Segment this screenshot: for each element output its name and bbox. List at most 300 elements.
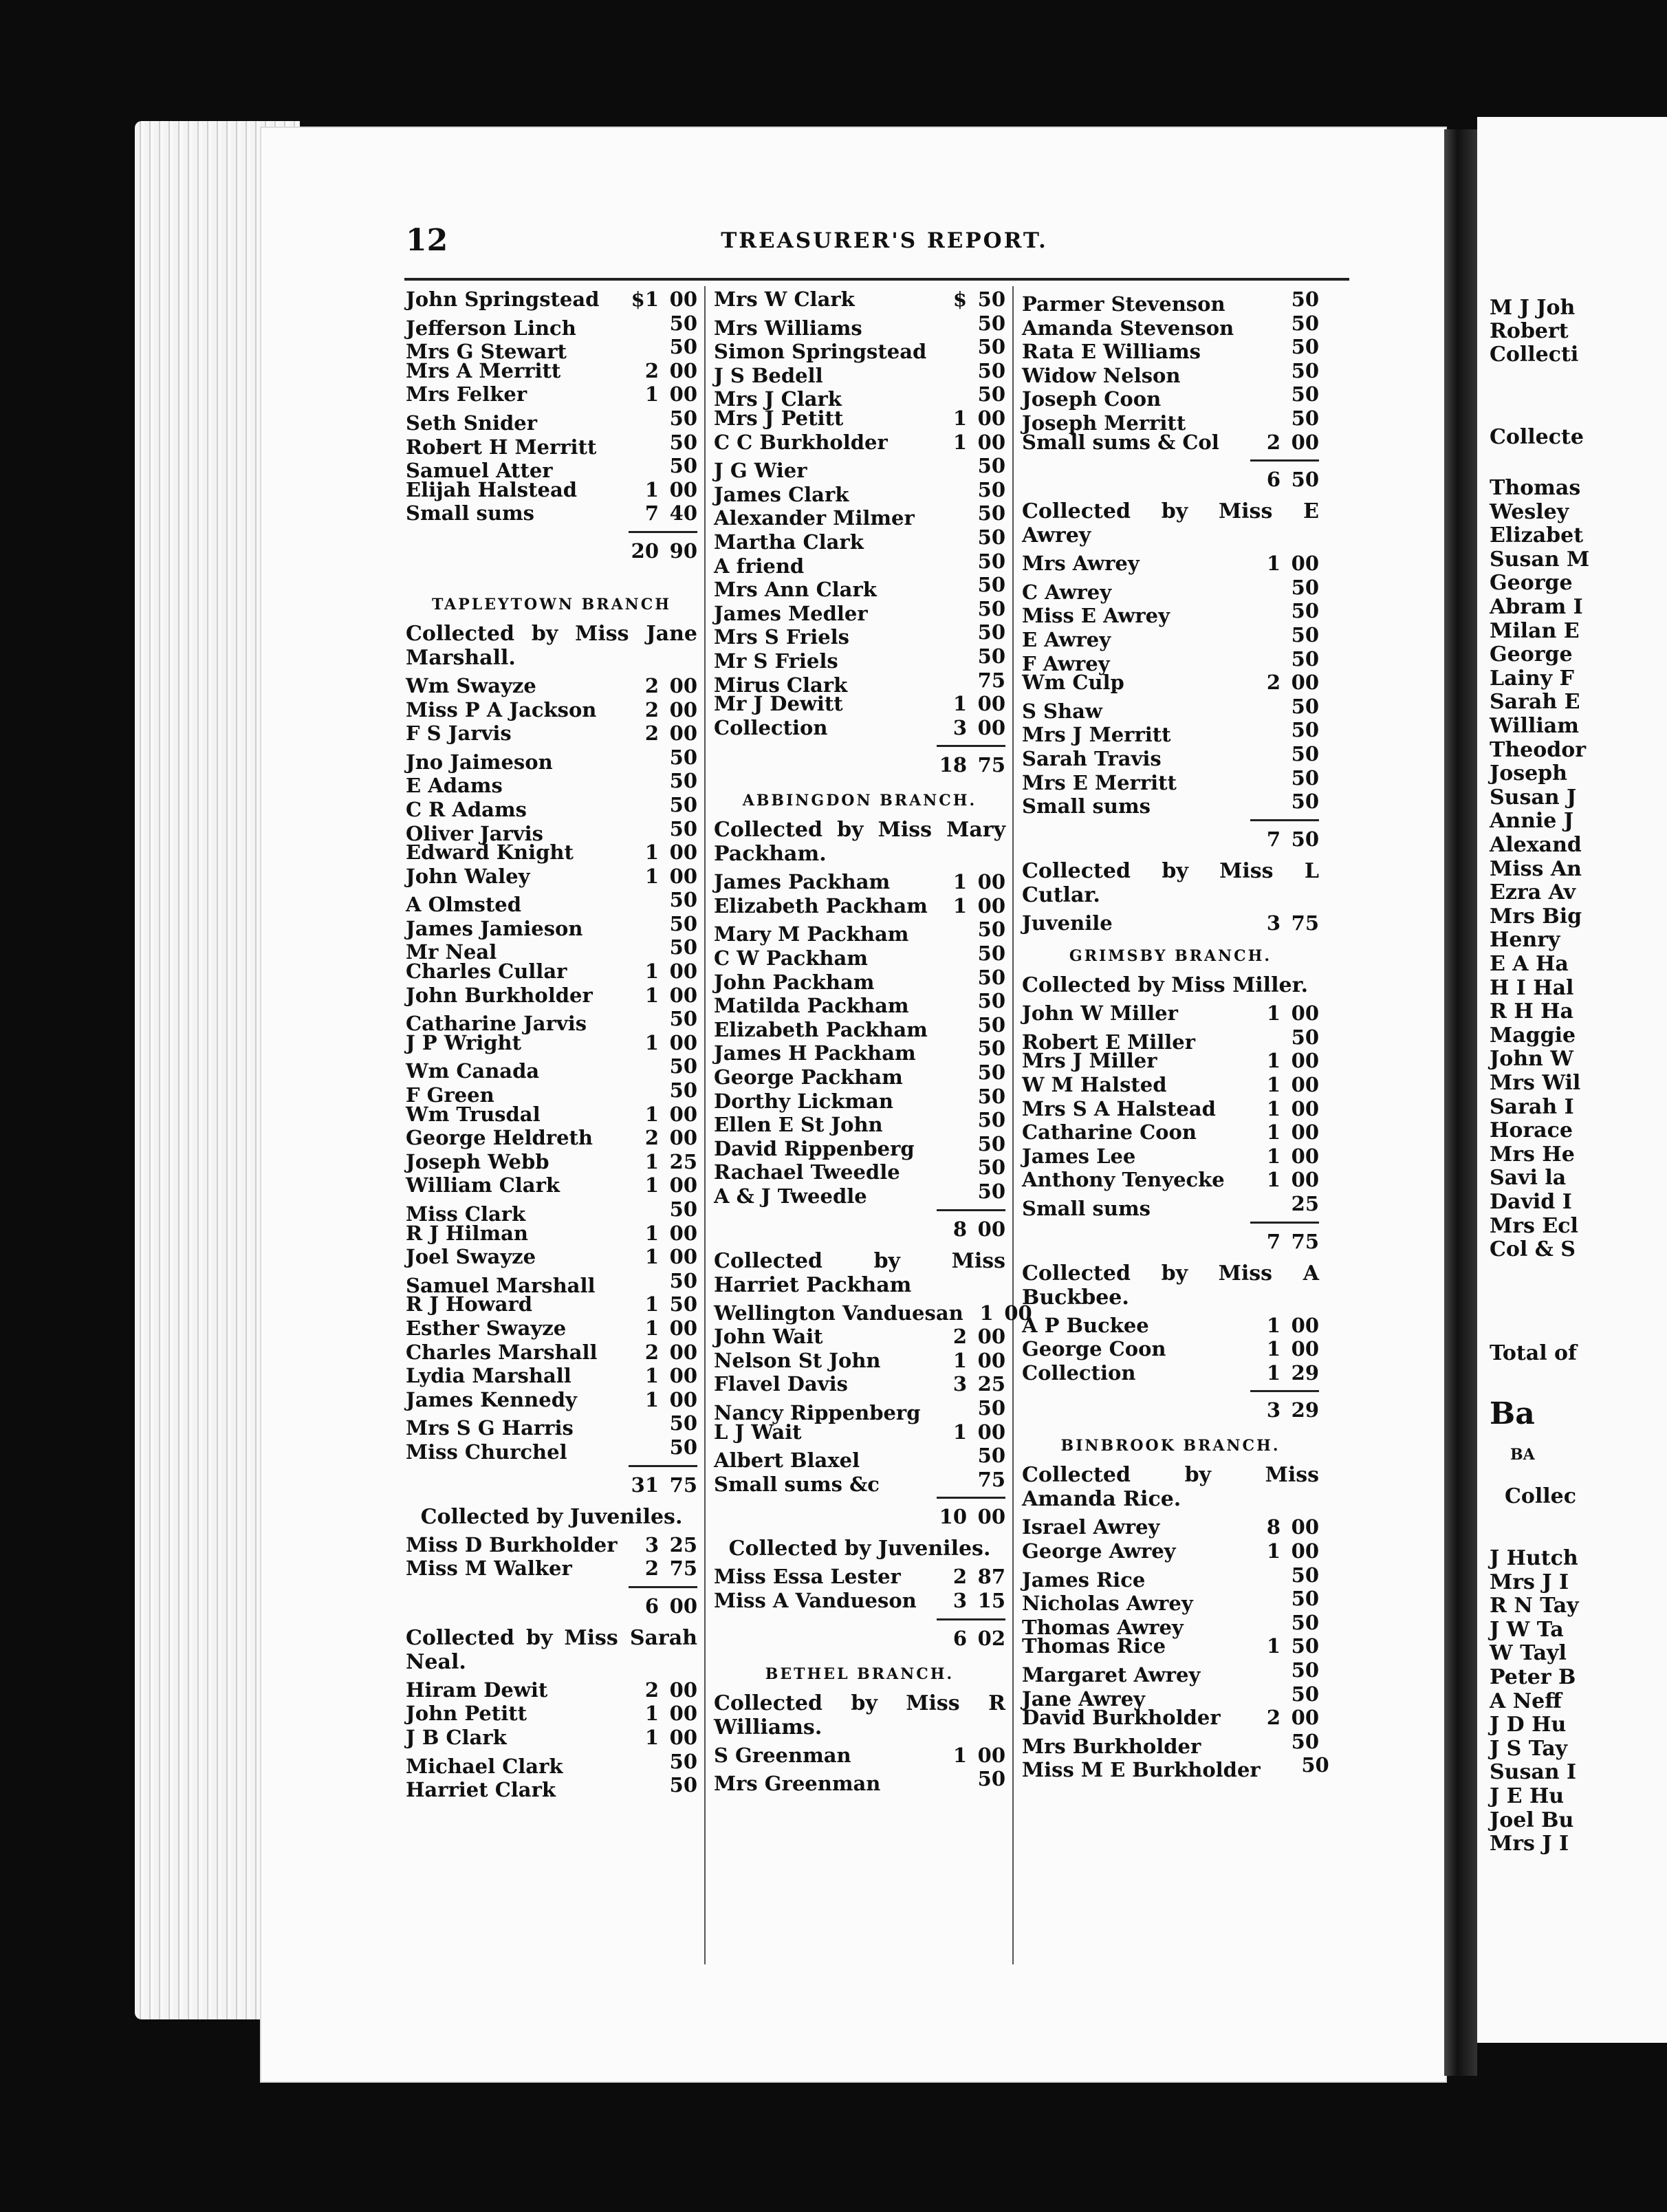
donation-amount (1243, 1515, 1319, 1539)
donor-row (1022, 1634, 1319, 1658)
right-page-name: Theodor (1490, 737, 1587, 762)
donor-name: James H Packham (714, 1041, 916, 1065)
donor-name: James Rice (1022, 1568, 1146, 1592)
amount-cents: 50 (977, 358, 1005, 382)
donor-name: Miss M E Burkholder (1022, 1758, 1261, 1782)
donor-name: Dorthy Lickman (714, 1089, 893, 1113)
amount-dollars (629, 312, 659, 335)
donation-amount (930, 550, 1005, 573)
amount-cents: 00 (669, 1221, 697, 1245)
amount-dollars: 1 (644, 1364, 659, 1388)
amount-dollars (937, 478, 967, 501)
amount-cents: 50 (1301, 1753, 1329, 1777)
amount-dollars (937, 597, 967, 620)
amount-cents: 25 (669, 1532, 697, 1557)
amount-dollars (629, 1007, 659, 1030)
right-page-name: Annie J (1490, 809, 1574, 834)
donor-name: Miss M Walker (406, 1557, 572, 1581)
amount-cents: 50 (977, 311, 1005, 335)
right-page-name: W Tayl (1490, 1641, 1567, 1666)
donor-name: A Olmsted (406, 893, 522, 917)
amount-cents: 50 (1291, 1563, 1319, 1587)
amount-dollars: 1 (644, 864, 659, 888)
amount-dollars (629, 1435, 659, 1459)
donation-amount (1243, 1145, 1319, 1168)
donation-amount (1243, 766, 1319, 790)
donation-amount (930, 382, 1005, 406)
donor-name: Matilda Packham (714, 994, 909, 1018)
amount-cents: 50 (669, 888, 697, 912)
amount-cents: 00 (1291, 1337, 1319, 1361)
donor-row (406, 1557, 697, 1581)
donor-name: Robert H Merritt (406, 435, 597, 459)
donor-name: Catharine Coon (1022, 1120, 1197, 1145)
donor-name: Miss Essa Lester (714, 1565, 901, 1589)
amount-dollars (1250, 576, 1281, 599)
amount-cents: 50 (669, 406, 697, 430)
amount-dollars: 1 (644, 1316, 659, 1340)
amount-cents: 50 (1291, 335, 1319, 359)
amount-cents: 50 (1291, 741, 1319, 766)
amount-dollars (1250, 382, 1281, 406)
donor-row (714, 1325, 1005, 1349)
amount-dollars (1250, 359, 1281, 382)
branch-heading-tapleytown: TAPLEYTOWN BRANCH (431, 595, 672, 614)
donor-name: Mrs S A Halstead (1022, 1096, 1216, 1120)
branch-heading-grimsby: GRIMSBY BRANCH. (1069, 947, 1272, 966)
donor-name: Mrs A Merritt (406, 358, 561, 382)
amount-dollars (629, 935, 659, 959)
amount-cents: 00 (669, 288, 697, 311)
donor-row (406, 1150, 697, 1174)
amount-dollars (937, 644, 967, 668)
donor-name: Wm Trusdal (406, 1102, 541, 1126)
donation-amount (1243, 1539, 1319, 1563)
amount-cents: 50 (669, 1292, 697, 1316)
donor-name: Charles Marshall (406, 1340, 598, 1364)
amount-dollars: 1 (1266, 1073, 1281, 1097)
amount-cents: 50 (669, 816, 697, 841)
amount-cents: 29 (1291, 1360, 1319, 1385)
amount-cents: 50 (977, 335, 1005, 359)
donor-name: C C Burkholder (714, 430, 888, 454)
donor-name: James Clark (714, 482, 849, 506)
donor-name: John Packham (714, 970, 875, 994)
donation-amount (1243, 1658, 1319, 1682)
donor-name: Miss E Awrey (1022, 604, 1170, 628)
amount-dollars (937, 573, 967, 596)
amount-cents: 00 (669, 382, 697, 406)
donation-amount (930, 620, 1005, 644)
donor-row (714, 431, 1005, 455)
amount-dollars (1250, 623, 1281, 647)
amount-dollars: 1 (644, 841, 659, 865)
right-page-name: John W (1490, 1047, 1573, 1072)
donation-amount (930, 692, 1005, 715)
amount-cents: 50 (669, 1435, 697, 1459)
donation-amount (622, 817, 697, 841)
donation-amount (622, 1726, 697, 1749)
donor-row (1022, 1025, 1319, 1054)
right-page-name: George (1490, 571, 1573, 596)
amount-dollars (629, 1054, 659, 1078)
donor-row (714, 1744, 1005, 1768)
amount-dollars: 1 (644, 1387, 659, 1411)
amount-cents: 50 (669, 792, 697, 816)
amount-cents: 00 (669, 1387, 697, 1411)
donor-row (406, 1245, 697, 1269)
donation-amount (622, 478, 697, 501)
donation-amount (930, 501, 1005, 525)
donor-name: Alexander Milmer (714, 506, 915, 530)
collector-heading: Collected by Miss Amanda Rice. (1022, 1463, 1319, 1512)
donor-row (1022, 1097, 1319, 1121)
amount-dollars: 1 (952, 1420, 967, 1444)
subtotal: 31 75 (406, 1460, 697, 1499)
donor-name: Small sums (406, 501, 534, 525)
right-page-fragment (1477, 117, 1667, 2043)
donation-amount (622, 1388, 697, 1411)
branch-heading-abingdon: ABBINGDON BRANCH. (742, 792, 977, 810)
donation-amount (622, 1103, 697, 1126)
donor-row (1022, 694, 1319, 723)
amount-dollars: 1 (644, 477, 659, 501)
right-page-line: M J Joh (1490, 296, 1576, 320)
donation-amount (1243, 335, 1319, 358)
donation-amount (622, 912, 697, 935)
amount-dollars: 1 (1266, 1634, 1281, 1658)
donor-name: James Medler (714, 601, 868, 625)
amount-cents: 50 (1291, 1682, 1319, 1706)
donation-amount (622, 1173, 697, 1197)
donation-amount (1243, 1026, 1319, 1049)
amount-dollars: 1 (644, 1030, 659, 1054)
amount-dollars: 2 (644, 1557, 659, 1581)
right-page-name: Elizabet (1490, 523, 1584, 548)
donor-row (1022, 1120, 1319, 1145)
donor-row (1022, 1192, 1319, 1221)
amount-cents: 50 (669, 1007, 697, 1031)
donor-name: Mrs J Miller (1022, 1049, 1157, 1073)
donation-amount (622, 1750, 697, 1773)
amount-dollars (937, 359, 967, 382)
amount-cents: 00 (669, 959, 697, 984)
donation-amount (622, 1364, 697, 1387)
donor-row (714, 454, 1005, 483)
amount-dollars (937, 550, 967, 573)
right-page-name: Milan E (1490, 618, 1580, 643)
amount-cents: 50 (669, 335, 697, 359)
amount-dollars: 7 (644, 501, 659, 525)
amount-dollars: 2 (952, 1325, 967, 1349)
donor-row (406, 1054, 697, 1083)
amount-dollars (629, 1411, 659, 1435)
amount-cents: 00 (1291, 1096, 1319, 1120)
donor-row (1022, 1563, 1319, 1592)
donation-amount (930, 478, 1005, 501)
donor-name: R J Howard (406, 1292, 533, 1316)
amount-dollars (937, 1180, 967, 1203)
donor-name: Mr Neal (406, 940, 497, 964)
amount-cents: 50 (977, 644, 1005, 668)
right-page-name: E A Ha (1490, 952, 1569, 976)
donation-amount (622, 1007, 697, 1030)
donation-amount (622, 865, 697, 888)
branch-heading-bethel: BETHEL BRANCH. (765, 1665, 955, 1683)
donor-name: Margaret Awrey (1022, 1662, 1201, 1687)
donor-name: E Awrey (1022, 627, 1111, 651)
donor-name: C Awrey (1022, 580, 1112, 604)
donor-name: R J Hilman (406, 1221, 529, 1245)
donation-amount (1243, 695, 1319, 718)
donation-amount (1243, 911, 1319, 935)
donor-row (1022, 1361, 1319, 1385)
donor-name: F Awrey (1022, 651, 1110, 675)
donation-amount (1243, 1314, 1319, 1337)
amount-cents: 00 (1291, 1001, 1319, 1026)
right-page-name: Peter B (1490, 1665, 1576, 1689)
amount-dollars (937, 382, 967, 406)
amount-cents: 50 (1291, 382, 1319, 406)
donation-amount (1243, 599, 1319, 622)
amount-cents: 00 (669, 1678, 697, 1702)
amount-dollars (629, 1078, 659, 1102)
amount-cents: 50 (1291, 311, 1319, 335)
amount-cents: 50 (977, 1180, 1005, 1203)
amount-dollars: 1 (644, 1149, 659, 1173)
donation-amount (622, 1222, 697, 1245)
donation-amount (1243, 1634, 1319, 1658)
donor-name: Oliver Jarvis (406, 821, 543, 845)
donor-name: Elizabeth Packham (714, 893, 928, 918)
amount-cents: 50 (1291, 790, 1319, 814)
donor-row (406, 288, 697, 312)
donation-amount (1243, 1563, 1319, 1587)
amount-dollars: 1 (1266, 552, 1281, 576)
donation-amount (930, 525, 1005, 549)
amount-dollars: 1 (952, 430, 967, 454)
amount-dollars: 1 (1266, 1313, 1281, 1337)
amount-dollars (1250, 647, 1281, 671)
donor-name: Harriet Clark (406, 1778, 556, 1802)
donor-name: Small sums &c (714, 1472, 880, 1496)
donor-name: Mrs Ann Clark (714, 578, 877, 602)
right-page-name: Abram I (1490, 595, 1583, 619)
right-page-heading: Ba (1490, 1396, 1535, 1431)
amount-cents: 75 (1291, 911, 1319, 935)
donation-amount (1243, 1587, 1319, 1610)
amount-dollars (1250, 288, 1281, 311)
amount-dollars: 3 (644, 1532, 659, 1557)
donation-amount (1243, 718, 1319, 741)
amount-dollars: 2 (644, 722, 659, 746)
amount-dollars: 1 (952, 1743, 967, 1767)
right-page-line: Collecti (1490, 343, 1579, 367)
donor-row (1022, 575, 1319, 604)
amount-dollars (1250, 335, 1281, 358)
amount-cents: 00 (977, 870, 1005, 894)
right-page-name: A Neff (1490, 1689, 1562, 1713)
donor-name: John Waley (406, 864, 530, 888)
donor-row (1022, 1168, 1319, 1192)
donation-amount (930, 573, 1005, 596)
donor-name: Mrs W Clark (714, 288, 855, 311)
right-page-name: Sarah E (1490, 690, 1580, 715)
amount-dollars (1250, 1587, 1281, 1610)
amount-cents: 50 (1291, 647, 1319, 671)
amount-cents: 75 (977, 1467, 1005, 1491)
amount-cents: 50 (1291, 288, 1319, 311)
donor-name: Jane Awrey (1022, 1687, 1146, 1711)
donation-amount (622, 1269, 697, 1292)
amount-cents: 50 (669, 430, 697, 454)
amount-cents: 00 (669, 1725, 697, 1749)
amount-dollars (937, 1061, 967, 1084)
donor-row (406, 1316, 697, 1341)
donor-name: Mrs Greenman (714, 1772, 881, 1796)
subtotal: 7 75 (1022, 1216, 1319, 1256)
amount-cents: 00 (1291, 1120, 1319, 1145)
amount-cents: 50 (669, 911, 697, 935)
donor-name: Flavel Davis (714, 1372, 848, 1396)
amount-cents: 50 (669, 1411, 697, 1435)
amount-dollars (629, 1750, 659, 1773)
amount-dollars (629, 817, 659, 841)
amount-dollars: 1 (644, 382, 659, 406)
amount-cents: 00 (669, 1173, 697, 1197)
donation-amount (1243, 406, 1319, 430)
donor-row (714, 692, 1005, 716)
header-rule (404, 278, 1349, 281)
donor-row (1022, 1337, 1319, 1361)
amount-dollars (629, 769, 659, 792)
right-page-name: Thomas (1490, 476, 1581, 500)
subtotal: 6 02 (714, 1613, 1005, 1653)
donation-amount (622, 1245, 697, 1268)
right-page-name: J D Hu (1490, 1713, 1567, 1737)
amount-dollars (629, 454, 659, 477)
amount-cents: 50 (1291, 694, 1319, 718)
donor-row (406, 501, 697, 525)
donor-row (1022, 1145, 1319, 1169)
amount-cents: 50 (977, 918, 1005, 942)
amount-cents: 00 (669, 1702, 697, 1726)
right-page-name: H I Hal (1490, 975, 1574, 1000)
donor-name: Miss Clark (406, 1202, 526, 1226)
donor-row (406, 1726, 697, 1750)
amount-dollars (937, 1396, 967, 1420)
amount-cents: 00 (1291, 1539, 1319, 1563)
amount-cents: 00 (669, 358, 697, 382)
page-number: 12 (406, 223, 448, 258)
amount-cents: 00 (669, 1245, 697, 1269)
right-page-line: Robert (1490, 319, 1569, 343)
donor-name: Mrs Felker (406, 382, 527, 406)
amount-dollars: 1 (644, 1102, 659, 1126)
amount-dollars (937, 1468, 967, 1491)
amount-cents: 00 (669, 477, 697, 501)
collector-heading: Collected by Miss L Cutlar. (1022, 858, 1319, 907)
donor-name: John Springstead (406, 288, 600, 311)
donation-amount (622, 674, 697, 697)
subtotal: 6 00 (406, 1581, 697, 1620)
right-page-name: William (1490, 714, 1579, 738)
amount-dollars (937, 1444, 967, 1467)
donor-row (714, 1396, 1005, 1424)
donor-row (406, 745, 697, 774)
donation-amount (930, 1396, 1005, 1420)
amount-cents: 25 (977, 1372, 1005, 1396)
donation-amount (622, 1702, 697, 1725)
left-page (261, 128, 1446, 2081)
donor-name: Nelson St John (714, 1348, 881, 1372)
donation-amount (622, 793, 697, 816)
amount-cents: 00 (669, 983, 697, 1007)
amount-cents: 00 (669, 841, 697, 865)
donor-name: David Rippenberg (714, 1136, 915, 1160)
amount-cents: 00 (669, 1102, 697, 1126)
donation-amount (1243, 1706, 1319, 1729)
amount-cents: 50 (977, 620, 1005, 644)
donor-name: A P Buckee (1022, 1313, 1149, 1337)
donor-row (406, 1126, 697, 1150)
donor-name: Nicholas Awrey (1022, 1592, 1193, 1616)
donation-amount (930, 1589, 1005, 1612)
donation-amount (1243, 647, 1319, 671)
donation-amount (930, 942, 1005, 965)
donor-row (406, 1292, 697, 1316)
donor-name: Joseph Merritt (1022, 411, 1186, 435)
donor-row (1022, 431, 1319, 455)
donor-row (1022, 552, 1319, 576)
donation-amount (930, 894, 1005, 918)
donor-name: James Lee (1022, 1144, 1136, 1168)
donor-name: John Burkholder (406, 983, 593, 1007)
donor-row (406, 674, 697, 698)
amount-dollars: $1 (631, 288, 659, 311)
amount-cents: 00 (1004, 1301, 1032, 1325)
amount-dollars: 2 (1266, 1706, 1281, 1730)
donor-name: C R Adams (406, 797, 527, 821)
donor-name: Mrs Williams (714, 316, 862, 340)
donor-name: Jno Jaimeson (406, 750, 553, 774)
amount-dollars: 2 (952, 1565, 967, 1589)
amount-cents: 50 (977, 382, 1005, 406)
donor-row (406, 1533, 697, 1557)
amount-dollars: 3 (952, 1372, 967, 1396)
right-page-name: J Hutch (1490, 1546, 1578, 1570)
amount-dollars (629, 1773, 659, 1797)
right-page-name: Lainy F (1490, 666, 1574, 691)
donor-name: A & J Tweedle (714, 1184, 867, 1208)
donor-row (1022, 1539, 1319, 1563)
donor-name: David Burkholder (1022, 1706, 1221, 1730)
donor-name: Mrs J Merritt (1022, 723, 1171, 747)
amount-dollars: 1 (1266, 1539, 1281, 1563)
donor-name: Small sums & Col (1022, 430, 1219, 454)
amount-dollars (629, 431, 659, 454)
donor-name: Elizabeth Packham (714, 1017, 928, 1041)
donor-row (406, 1364, 697, 1388)
donor-row (406, 1678, 697, 1702)
amount-cents: 00 (977, 1325, 1005, 1349)
donation-amount (622, 1054, 697, 1078)
donor-name: Mrs E Merritt (1022, 770, 1177, 794)
donation-amount (622, 1773, 697, 1797)
collector-heading: Collected by Miss Sarah Neal. (406, 1625, 697, 1674)
amount-dollars (937, 620, 967, 644)
donation-amount (930, 431, 1005, 454)
